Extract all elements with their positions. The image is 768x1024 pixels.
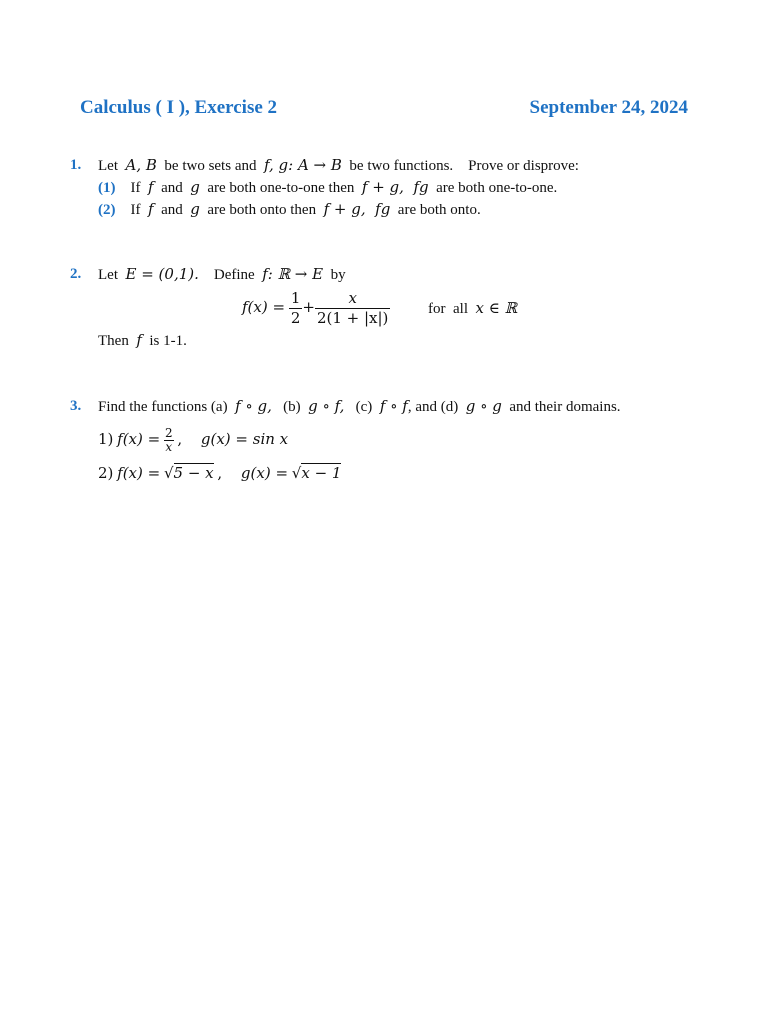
text: and their domains. — [509, 399, 621, 415]
case-label: 2) — [98, 464, 114, 482]
radicand: 5 − x — [173, 464, 214, 482]
case-label: 1) — [98, 430, 114, 448]
math: f + g, fg — [361, 178, 429, 196]
text: Let — [98, 267, 118, 283]
text: Then — [98, 333, 129, 349]
math: f — [148, 200, 154, 218]
text: (b) — [283, 399, 301, 415]
problem-2-equation — [242, 288, 390, 327]
radicand: x − 1 — [301, 464, 342, 482]
page-title: Calculus ( I ), Exercise 2 — [80, 97, 278, 118]
math: A, B — [125, 156, 157, 174]
math: f ∘ g, — [235, 397, 272, 415]
text: (c) — [355, 399, 373, 415]
problem-3-statement — [98, 397, 621, 416]
math: f(x) = — [117, 464, 161, 482]
fraction-x-over — [315, 290, 390, 327]
math: E = (0,1). — [125, 265, 199, 283]
text: are both one-to-one then — [207, 180, 355, 196]
math: g(x) = — [240, 464, 289, 482]
problem-3-case-1 — [98, 424, 288, 455]
text: Find the functions (a) — [98, 399, 228, 415]
page-date: September 24, 2024 — [529, 97, 688, 118]
math: f ∘ f — [379, 397, 408, 415]
text: be two functions. Prove or disprove: — [349, 158, 579, 174]
problem-2-quantifier — [428, 299, 517, 318]
text: is 1-1. — [149, 333, 187, 349]
text: If — [130, 202, 141, 218]
item-number: (2) — [98, 202, 116, 218]
text: are both one-to-one. — [436, 180, 558, 196]
problem-1-number: 1. — [70, 157, 82, 173]
problem-3-case-2 — [98, 463, 341, 483]
text: are both onto. — [397, 202, 481, 218]
math: x ∈ ℝ — [475, 299, 518, 317]
radical-sign: √ — [163, 464, 174, 482]
problem-2-statement — [98, 265, 346, 284]
problem-1-statement — [98, 156, 579, 175]
radical-sign: √ — [291, 464, 302, 482]
text: are both onto then — [207, 202, 317, 218]
math: g — [190, 178, 200, 196]
math: f — [136, 331, 142, 349]
problem-1-item-1 — [98, 178, 557, 197]
problem-3-number: 3. — [70, 398, 82, 414]
sqrt-expression — [164, 463, 214, 483]
math: f — [148, 178, 154, 196]
text: by — [330, 267, 346, 283]
equation-lhs: f(x) = — [242, 298, 286, 316]
problem-2-number: 2. — [70, 266, 82, 282]
math: g(x) = sin x — [200, 430, 289, 448]
comma: , — [217, 464, 223, 482]
math: f, g: A → B — [263, 156, 342, 174]
text: Define — [213, 267, 255, 283]
math: g ∘ g — [465, 397, 502, 415]
math: f: ℝ → E — [262, 265, 324, 283]
problem-1-item-2 — [98, 200, 481, 219]
text: Let — [98, 158, 118, 174]
text: If — [130, 180, 141, 196]
denominator: 2 — [290, 309, 301, 328]
numerator: 2 — [164, 426, 173, 441]
item-number: (1) — [98, 180, 116, 196]
text: be two sets and — [164, 158, 257, 174]
text: and — [161, 202, 183, 218]
text: for all — [428, 301, 468, 317]
text: and — [161, 180, 183, 196]
numerator: 1 — [290, 289, 301, 308]
math: g ∘ f, — [308, 397, 345, 415]
math: g — [190, 200, 200, 218]
math: f + g, fg — [323, 200, 391, 218]
fraction-one-half — [289, 290, 303, 327]
sqrt-expression — [292, 463, 342, 483]
denominator: 2(1 + |x|) — [316, 309, 389, 328]
math: f(x) = — [117, 430, 161, 448]
text: , and (d) — [407, 399, 459, 415]
plus-sign: + — [302, 298, 315, 316]
problem-2-conclusion — [98, 331, 187, 350]
denominator: x — [165, 440, 173, 455]
numerator: x — [315, 290, 390, 309]
fraction-two-over-x — [164, 427, 174, 454]
comma: , — [177, 430, 183, 448]
